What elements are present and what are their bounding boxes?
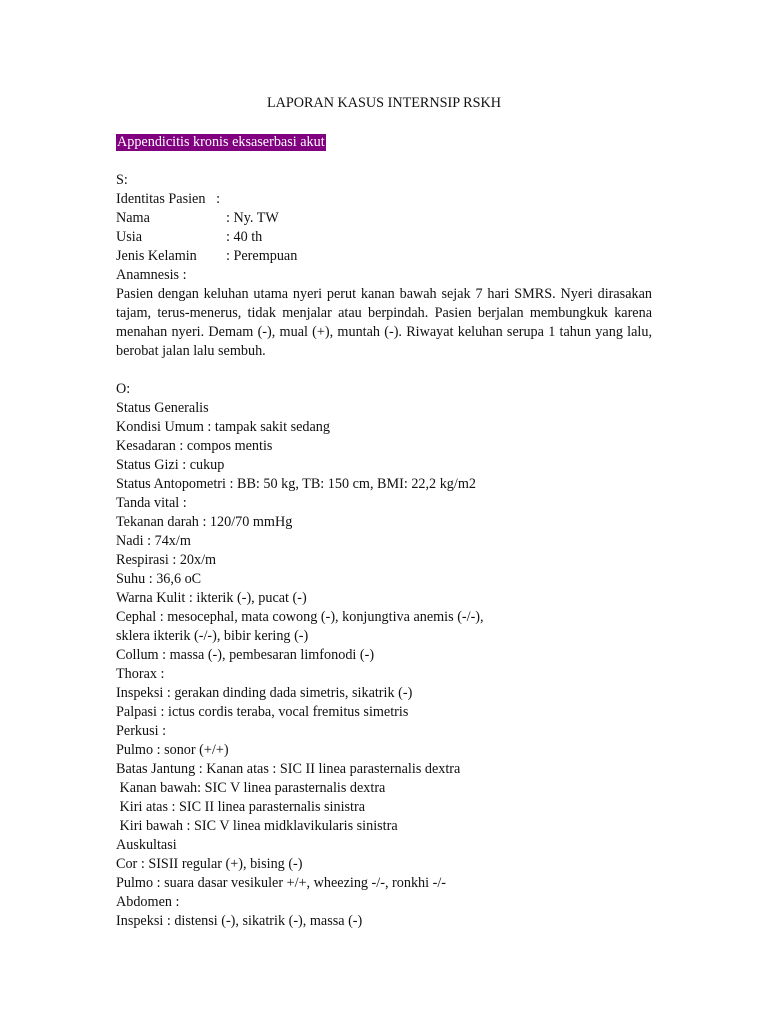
objective-line: Palpasi : ictus cordis teraba, vocal fremitus simetris: [116, 704, 409, 720]
anamnesis-heading: Anamnesis :: [116, 267, 187, 283]
objective-line: Batas Jantung : Kanan atas : SIC II linea parasternalis dextra: [116, 761, 461, 777]
objective-line: Cephal : mesocephal, mata cowong (-), konjungtiva anemis (-/-),: [116, 609, 484, 625]
objective-line: Status Antopometri : BB: 50 kg, TB: 150 cm, BMI: 22,2 kg/m2: [116, 476, 476, 492]
objective-line: Status Gizi : cukup: [116, 457, 225, 473]
objective-line: Status Generalis: [116, 400, 209, 416]
objective-line: Nadi : 74x/m: [116, 533, 191, 549]
objective-line: Perkusi :: [116, 723, 167, 739]
field-row-sex: [116, 247, 297, 266]
objective-line: Abdomen :: [116, 894, 180, 910]
field-row-name: [116, 209, 279, 228]
objective-line: Cor : SISII regular (+), bising (-): [116, 856, 303, 872]
objective-line: Kondisi Umum : tampak sakit sedang: [116, 419, 330, 435]
objective-line: Kanan bawah: SIC V linea parasternalis dextra: [116, 780, 386, 796]
diagnosis-text: Appendicitis kronis eksaserbasi akut: [117, 134, 325, 150]
objective-line: Pulmo : sonor (+/+): [116, 742, 229, 758]
field-label: Usia: [116, 229, 143, 245]
objective-line: Pulmo : suara dasar vesikuler +/+, wheezing -/-, ronkhi -/-: [116, 875, 447, 891]
objective-line: Kiri atas : SIC II linea parasternalis sinistra: [116, 799, 366, 815]
objective-line: sklera ikterik (-/-), bibir kering (-): [116, 628, 309, 644]
field-value: : Ny. TW: [226, 210, 279, 226]
field-value: : 40 th: [226, 229, 263, 245]
objective-line: Collum : massa (-), pembesaran limfonodi (-): [116, 647, 375, 663]
objective-line: Inspeksi : distensi (-), sikatrik (-), massa (-): [116, 913, 363, 929]
field-label: Nama: [116, 210, 150, 226]
diagnosis-highlight: [116, 133, 326, 152]
objective-line: Auskultasi: [116, 837, 177, 853]
objective-line: Tanda vital :: [116, 495, 187, 511]
document-title: LAPORAN KASUS INTERNSIP RSKH: [267, 95, 501, 111]
objective-line: Suhu : 36,6 oC: [116, 571, 202, 587]
anamnesis-paragraph: Pasien dengan keluhan utama nyeri perut kanan bawah sejak 7 hari SMRS. Nyeri dirasakan tajam, terus-menerus, tidak menjalar atau berpindah. Pasien berjalan membungkuk karena menahan nyeri. Demam (-), mual (+), muntah (-). Riwayat keluhan serupa 1 tahun yang lalu, berobat jalan lalu sembuh.: [116, 286, 652, 359]
objective-line: O:: [116, 381, 131, 397]
field-value: : Perempuan: [226, 248, 298, 264]
field-row-age: [116, 228, 262, 247]
objective-line: Tekanan darah : 120/70 mmHg: [116, 514, 293, 530]
objective-line: Thorax :: [116, 666, 165, 682]
objective-line: Inspeksi : gerakan dinding dada simetris, sikatrik (-): [116, 685, 413, 701]
subjective-heading: S:: [116, 172, 128, 188]
objective-line: Kesadaran : compos mentis: [116, 438, 273, 454]
objective-line: Respirasi : 20x/m: [116, 552, 217, 568]
objective-line: Kiri bawah : SIC V linea midklavikularis sinistra: [116, 818, 398, 834]
objective-line: Warna Kulit : ikterik (-), pucat (-): [116, 590, 307, 606]
identity-heading: Identitas Pasien :: [116, 191, 221, 207]
field-label: Jenis Kelamin: [116, 248, 197, 264]
